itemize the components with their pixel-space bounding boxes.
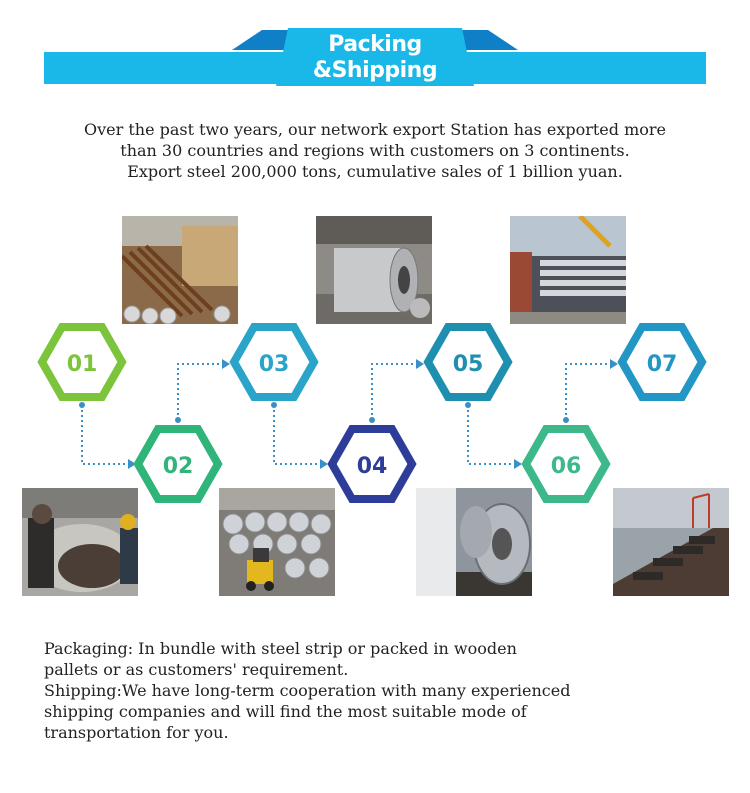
- footer-line: Shipping:We have long-term cooperation with many experienced: [44, 681, 571, 700]
- step-label: 03: [258, 352, 290, 377]
- coil-in-container-photo: [416, 488, 532, 596]
- step-label: 01: [66, 352, 98, 377]
- forklift-coils-photo: [219, 488, 335, 596]
- workers-packing-photo: [22, 488, 138, 596]
- step-label: 04: [356, 454, 388, 479]
- step-hexagon-05: [428, 327, 508, 397]
- header-title-line1: Packing: [328, 32, 422, 57]
- step-hexagon-06: [526, 429, 606, 499]
- cargo-ship-photo: [613, 488, 729, 596]
- footer-line: pallets or as customers' requirement.: [44, 660, 349, 679]
- step-hexagon-04: [332, 429, 412, 499]
- intro-line: Export steel 200,000 tons, cumulative sales of 1 billion yuan.: [127, 162, 623, 181]
- step-label: 07: [646, 352, 678, 377]
- footer-line: shipping companies and will find the most suitable mode of: [44, 702, 527, 721]
- intro-line: than 30 countries and regions with customers on 3 continents.: [120, 141, 630, 160]
- step-label: 02: [162, 454, 194, 479]
- step-label: 05: [452, 352, 484, 377]
- step-hexagon-01: [42, 327, 122, 397]
- step-hexagon-02: [138, 429, 218, 499]
- header-title-line2: &Shipping: [312, 58, 438, 83]
- step-hexagon-03: [234, 327, 314, 397]
- intro-line: Over the past two years, our network export Station has exported more: [83, 120, 667, 139]
- footer-line: transportation for you.: [44, 723, 229, 742]
- step-hexagon-07: [622, 327, 702, 397]
- footer-text: [44, 638, 724, 743]
- step-label: 06: [550, 454, 582, 479]
- footer-line: Packaging: In bundle with steel strip or packed in wooden: [44, 639, 517, 658]
